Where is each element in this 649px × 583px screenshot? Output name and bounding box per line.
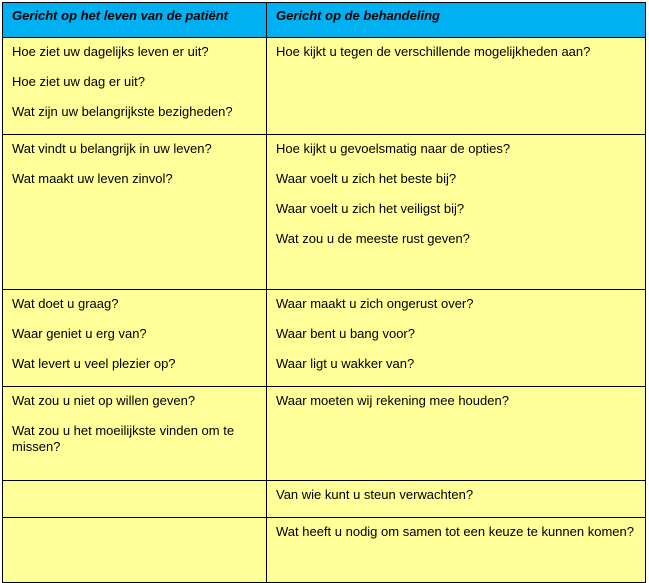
table-row xyxy=(3,38,646,135)
cell-treatment xyxy=(267,290,646,387)
cell-patient-life-empty xyxy=(3,481,267,518)
question: Hoe ziet uw dag er uit? xyxy=(12,74,145,89)
cell-treatment xyxy=(267,387,646,481)
question: Wat maakt uw leven zinvol? xyxy=(12,171,173,186)
question: Van wie kunt u steun verwachten? xyxy=(276,487,474,502)
cell-patient-life xyxy=(3,290,267,387)
question: Wat zou u niet op willen geven? xyxy=(12,393,196,408)
question: Wat zou u het moeilijkste vinden om te missen? xyxy=(12,423,235,454)
cell-treatment xyxy=(267,518,646,583)
cell-patient-life-empty xyxy=(3,518,267,583)
header-treatment: Gericht op de behandeling xyxy=(267,3,646,38)
question: Waar moeten wij rekening mee houden? xyxy=(276,393,509,408)
table-row xyxy=(3,290,646,387)
table-row xyxy=(3,481,646,518)
question: Waar ligt u wakker van? xyxy=(276,356,415,371)
table-row xyxy=(3,387,646,481)
question: Hoe kijkt u gevoelsmatig naar de opties? xyxy=(276,141,511,156)
cell-treatment xyxy=(267,135,646,290)
table-row xyxy=(3,135,646,290)
question: Waar geniet u erg van? xyxy=(12,326,147,341)
question: Wat doet u graag? xyxy=(12,296,119,311)
cell-patient-life xyxy=(3,38,267,135)
question: Waar voelt u zich het beste bij? xyxy=(276,171,457,186)
cell-treatment xyxy=(267,481,646,518)
cell-patient-life xyxy=(3,387,267,481)
question: Wat heeft u nodig om samen tot een keuze te kunnen komen? xyxy=(276,524,634,539)
question: Wat zijn uw belangrijkste bezigheden? xyxy=(12,104,233,119)
header-patient-life: Gericht op het leven van de patiënt xyxy=(3,3,267,38)
question: Waar maakt u zich ongerust over? xyxy=(276,296,474,311)
question-table xyxy=(2,2,646,583)
question: Wat zou u de meeste rust geven? xyxy=(276,231,470,246)
question: Hoe ziet uw dagelijks leven er uit? xyxy=(12,44,209,59)
question: Hoe kijkt u tegen de verschillende mogelijkheden aan? xyxy=(276,44,591,59)
cell-patient-life xyxy=(3,135,267,290)
question: Wat vindt u belangrijk in uw leven? xyxy=(12,141,212,156)
cell-treatment xyxy=(267,38,646,135)
question: Wat levert u veel plezier op? xyxy=(12,356,176,371)
question: Waar bent u bang voor? xyxy=(276,326,415,341)
question: Waar voelt u zich het veiligst bij? xyxy=(276,201,465,216)
table-row xyxy=(3,518,646,583)
header-row xyxy=(3,3,646,38)
